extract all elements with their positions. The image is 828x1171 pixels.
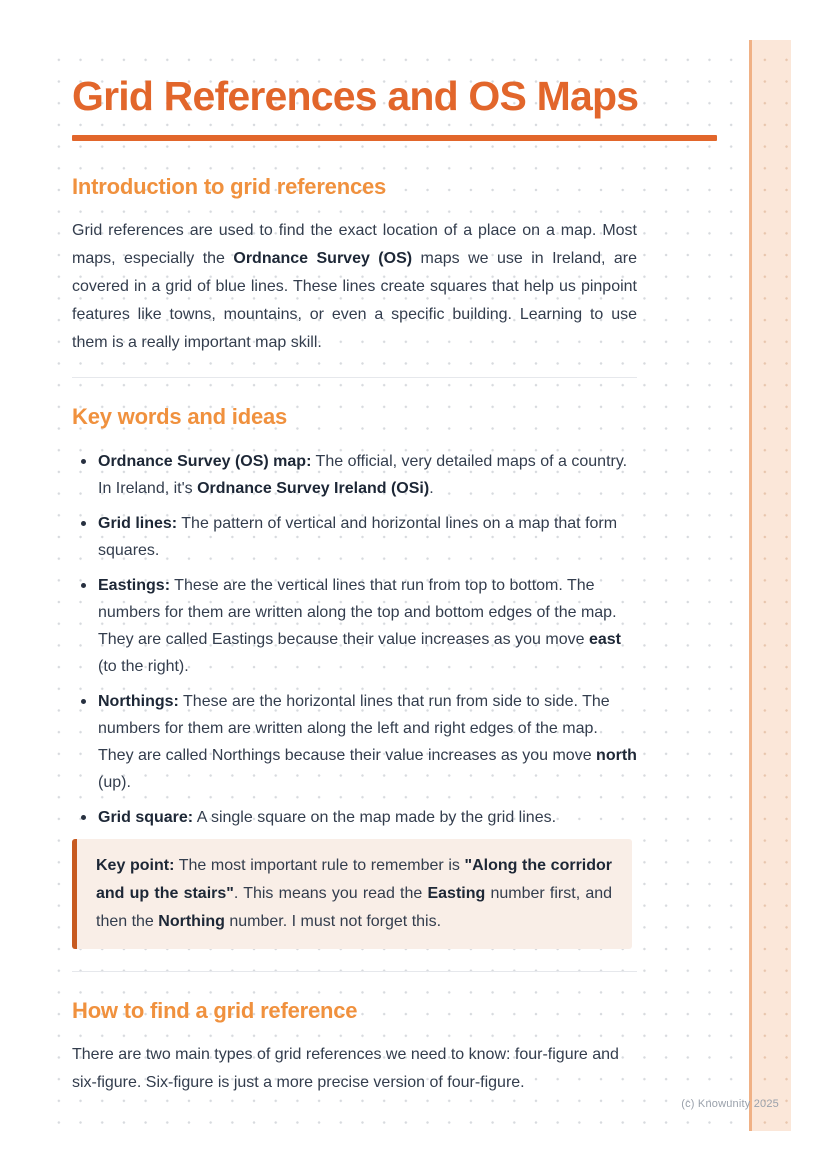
intro-paragraph: Grid references are used to find the exact location of a place on a map. Most maps, especially the Ordnance Survey (OS) maps we use in Ireland, are covered in a grid of blue lines. These lines create squares that help us pinpoint features like towns, mountains, or even a specific building. Learning to use them is a really important map skill. [72, 222, 638, 352]
list-item: Grid lines: The pattern of vertical and horizontal lines on a map that form squares. [72, 510, 637, 564]
bullet-marker-icon [81, 699, 86, 704]
page-title: Grid References and OS Maps [72, 73, 639, 119]
list-item: Northings: These are the horizontal lines that run from side to side. The numbers for them are written along the left and right edges of the map. They are called Northings because their value increases as you move north (up). [72, 688, 637, 796]
page-content [40, 40, 637, 1097]
footer-credit: (c) Knowunity 2025 [681, 1098, 779, 1110]
bullet-marker-icon [81, 521, 86, 526]
list-item: Ordnance Survey (OS) map: The official, very detailed maps of a country. In Ireland, it's Ordnance Survey Ireland (OSi). [72, 448, 637, 502]
section-divider [72, 971, 637, 972]
bullet-marker-icon [81, 459, 86, 464]
bullet-marker-icon [81, 815, 86, 820]
accent-stripe [749, 40, 791, 1131]
section-heading-intro: Introduction to grid references [72, 173, 387, 199]
title-underline [72, 135, 717, 141]
key-point-callout: Key point: The most important rule to remember is "Along the corridor and up the stairs". This means you read the Easting number first, and then the Northing number. I must not forget this. [72, 839, 632, 949]
list-item: Grid square: A single square on the map made by the grid lines. [72, 804, 637, 831]
section-heading-howto: How to find a grid reference [72, 997, 358, 1023]
howto-paragraph: There are two main types of grid references we need to know: four-figure and six-figure. Six-figure is just a more precise version of four-figure. [72, 1045, 619, 1091]
keywords-list [72, 448, 637, 831]
section-heading-keywords: Key words and ideas [72, 404, 288, 430]
bullet-marker-icon [81, 583, 86, 588]
list-item: Eastings: These are the vertical lines that run from top to bottom. The numbers for them are written along the top and bottom edges of the map. They are called Eastings because their value increases as you move east (to the right). [72, 572, 637, 680]
page-background [40, 40, 791, 1131]
section-divider [72, 377, 637, 378]
